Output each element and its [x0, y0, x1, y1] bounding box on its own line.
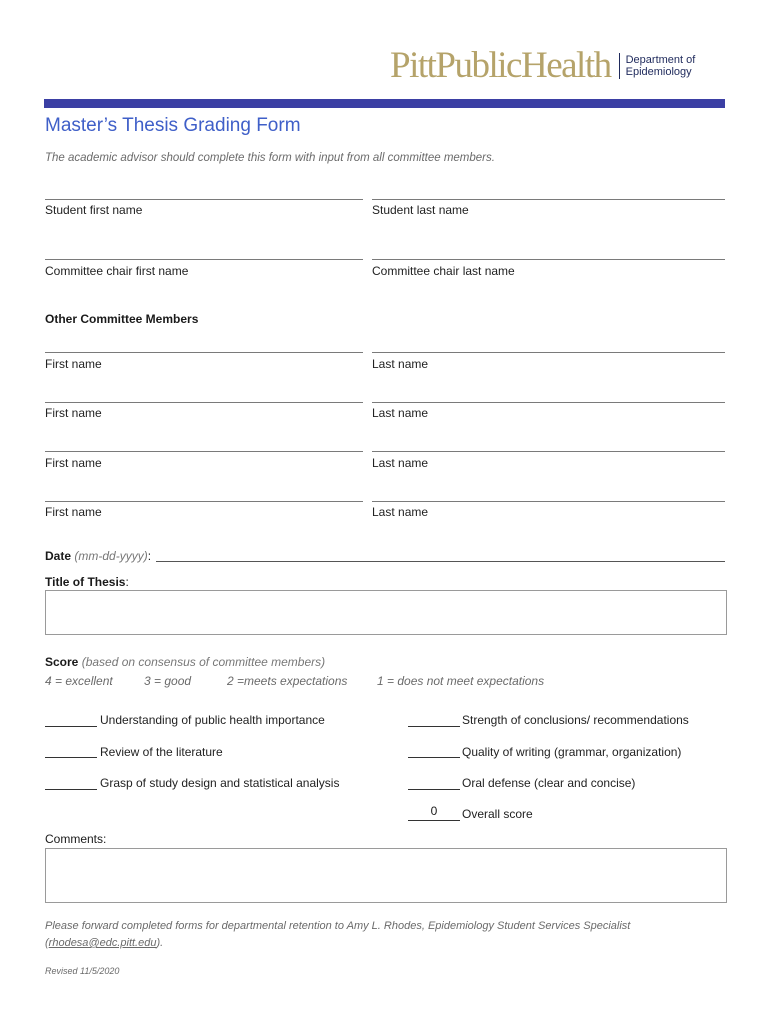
overall-score-label: Overall score: [462, 807, 533, 821]
criterion-oral-defense: Oral defense (clear and concise): [462, 776, 636, 790]
member-3-last-name-field[interactable]: [372, 451, 725, 452]
form-title: Master’s Thesis Grading Form: [45, 115, 301, 136]
revised-date: Revised 11/5/2020: [45, 966, 120, 976]
score-field-study-design[interactable]: [45, 789, 97, 790]
member-4-first-name-field[interactable]: [45, 501, 363, 502]
score-label: Score: [45, 655, 79, 669]
criterion-literature: Review of the literature: [100, 745, 223, 759]
scale-3: 3 = good: [144, 674, 192, 688]
logo-dept-line1: Department of: [625, 54, 696, 66]
comments-field[interactable]: [45, 848, 727, 903]
member-2-first-name-field[interactable]: [45, 402, 363, 403]
chair-first-name-field[interactable]: [45, 259, 363, 260]
score-heading: [45, 655, 325, 669]
date-label: [45, 549, 151, 563]
member-2-last-name-field[interactable]: [372, 402, 725, 403]
footer-text: Please forward completed forms for departmental retention to Amy L. Rhodes, Epidemiology Student Services Specialist: [45, 920, 631, 932]
criterion-study-design: Grasp of study design and statistical analysis: [100, 776, 340, 790]
scale-2: 2 =meets expectations: [227, 674, 348, 688]
logo-wordmark: PittPublicHealth: [390, 45, 611, 86]
criterion-public-health: Understanding of public health importance: [100, 713, 325, 727]
form-instructions: The academic advisor should complete this form with input from all committee members.: [45, 152, 495, 164]
score-field-literature[interactable]: [45, 757, 97, 758]
student-first-name-label: Student first name: [45, 203, 143, 217]
other-members-heading: Other Committee Members: [45, 312, 199, 326]
chair-first-name-label: Committee chair first name: [45, 264, 189, 278]
member-1-last-name-field[interactable]: [372, 352, 725, 353]
member-4-last-name-field[interactable]: [372, 501, 725, 502]
score-hint: (based on consensus of committee members): [81, 655, 326, 669]
score-field-conclusions[interactable]: [408, 726, 460, 727]
date-format-hint: (mm-dd-yyyy): [74, 549, 148, 563]
pitt-public-health-logo: [390, 46, 695, 86]
member-3-last-label: Last name: [372, 456, 429, 470]
scale-4: 4 = excellent: [45, 674, 113, 688]
member-1-first-label: First name: [45, 357, 102, 371]
thesis-title-field[interactable]: [45, 590, 727, 635]
student-last-name-field[interactable]: [372, 199, 725, 200]
thesis-title-label-text: Title of Thesis: [45, 575, 126, 589]
chair-last-name-label: Committee chair last name: [372, 264, 515, 278]
member-1-last-label: Last name: [372, 357, 429, 371]
member-3-first-name-field[interactable]: [45, 451, 363, 452]
thesis-title-colon: :: [125, 575, 129, 589]
member-2-last-label: Last name: [372, 406, 429, 420]
scale-1: 1 = does not meet expectations: [377, 674, 545, 688]
date-label-text: Date: [45, 549, 72, 563]
criterion-conclusions: Strength of conclusions/ recommendations: [462, 713, 689, 727]
score-field-oral-defense[interactable]: [408, 789, 460, 790]
student-first-name-field[interactable]: [45, 199, 363, 200]
member-2-first-label: First name: [45, 406, 102, 420]
member-3-first-label: First name: [45, 456, 102, 470]
logo-dept-line2: Epidemiology: [625, 66, 692, 78]
chair-last-name-field[interactable]: [372, 259, 725, 260]
overall-score-value[interactable]: 0: [430, 804, 438, 818]
logo-divider: [619, 53, 620, 79]
member-4-first-label: First name: [45, 505, 102, 519]
score-field-writing[interactable]: [408, 757, 460, 758]
footer-email-link[interactable]: rhodesa@edc.pitt.edu: [48, 937, 157, 949]
member-1-first-name-field[interactable]: [45, 352, 363, 353]
footer-close: ).: [156, 937, 164, 949]
comments-label: Comments:: [45, 832, 107, 846]
header-rule: [44, 99, 725, 108]
member-4-last-label: Last name: [372, 505, 429, 519]
thesis-title-label: [45, 575, 129, 589]
student-last-name-label: Student last name: [372, 203, 469, 217]
date-colon: :: [147, 549, 152, 563]
score-field-public-health[interactable]: [45, 726, 97, 727]
footer-note: [45, 918, 695, 952]
logo-department: [626, 54, 696, 78]
criterion-writing: Quality of writing (grammar, organization): [462, 745, 682, 759]
overall-score-field[interactable]: [408, 820, 460, 821]
footer-open-paren: (: [45, 937, 49, 949]
date-field[interactable]: [156, 561, 725, 562]
